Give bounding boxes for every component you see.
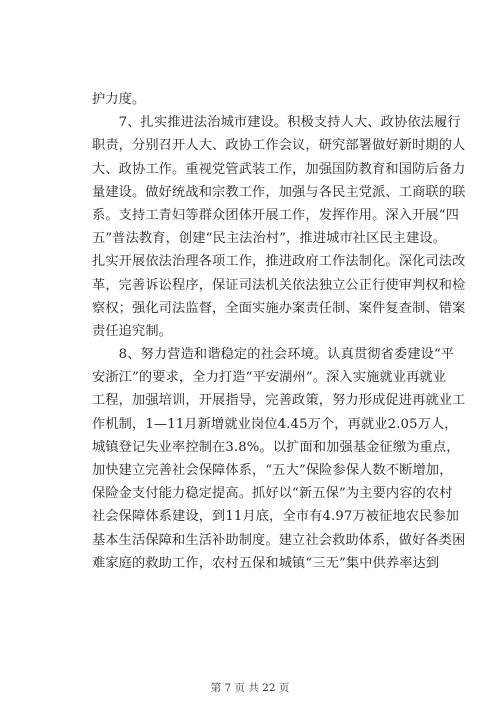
body-text — [92, 88, 466, 575]
text-line: 职责，分别召开人大、政协工作会议，研究部署做好新时期的人 — [92, 138, 466, 154]
text-line: 扎实开展依法治理各项工作，推进政府工作法制化。深化司法改 — [92, 254, 466, 270]
text-line: 作机制，1—11月新增就业岗位4.45万个，再就业2.05万人， — [92, 416, 458, 432]
text-line: 社会保障体系建设，到11月底，全市有4.97万被征地农民参加 — [92, 509, 460, 525]
text-line: 工程，加强培训，开展指导，完善政策，努力形成促进再就业工 — [92, 393, 466, 409]
text-line: 量建设。做好统战和宗教工作，加强与各民主党派、工商联的联 — [92, 184, 466, 200]
text-line: 7、扎实推进法治城市建设。积极支持人大、政协依法履行 — [92, 115, 461, 131]
text-line: 大、政协工作。重视党管武装工作，加强国防教育和国防后备力 — [92, 161, 466, 177]
text-line: 察权；强化司法监督，全面实施办案责任制、案件复查制、错案 — [92, 300, 466, 316]
page-number-footer: 第 7 页 共 22 页 — [210, 682, 290, 694]
text-line: 难家庭的救助工作，农村五保和城镇“三无”集中供养率达到 — [92, 555, 440, 571]
text-line: 五”普法教育，创建“民主法治村”，推进城市社区民主建设。 — [92, 231, 447, 247]
text-line: 系。支持工青妇等群众团体开展工作，发挥作用。深入开展“四 — [92, 207, 460, 223]
text-line: 保险金支付能力稳定提高。抓好以“新五保”为主要内容的农村 — [92, 486, 453, 502]
text-line: 基本生活保障和生活补助制度。建立社会救助体系，做好各类困 — [92, 532, 466, 548]
text-line: 加快建立完善社会保障体系，“五大”保险参保人数不断增加， — [92, 463, 453, 478]
text-line: 城镇登记失业率控制在3.8%。以扩面和加强基金征缴为重点， — [92, 439, 460, 455]
text-line: 责任追究制。 — [92, 323, 173, 339]
text-line: 革，完善诉讼程序，保证司法机关依法独立公正行使审判权和检 — [92, 277, 466, 293]
text-line: 安浙江”的要求，全力打造“平安湖州”。深入实施就业再就业 — [92, 370, 447, 386]
text-line: 护力度。 — [92, 92, 146, 107]
text-line: 8、努力营造和谐稳定的社会环境。认真贯彻省委建设“平 — [92, 347, 455, 363]
